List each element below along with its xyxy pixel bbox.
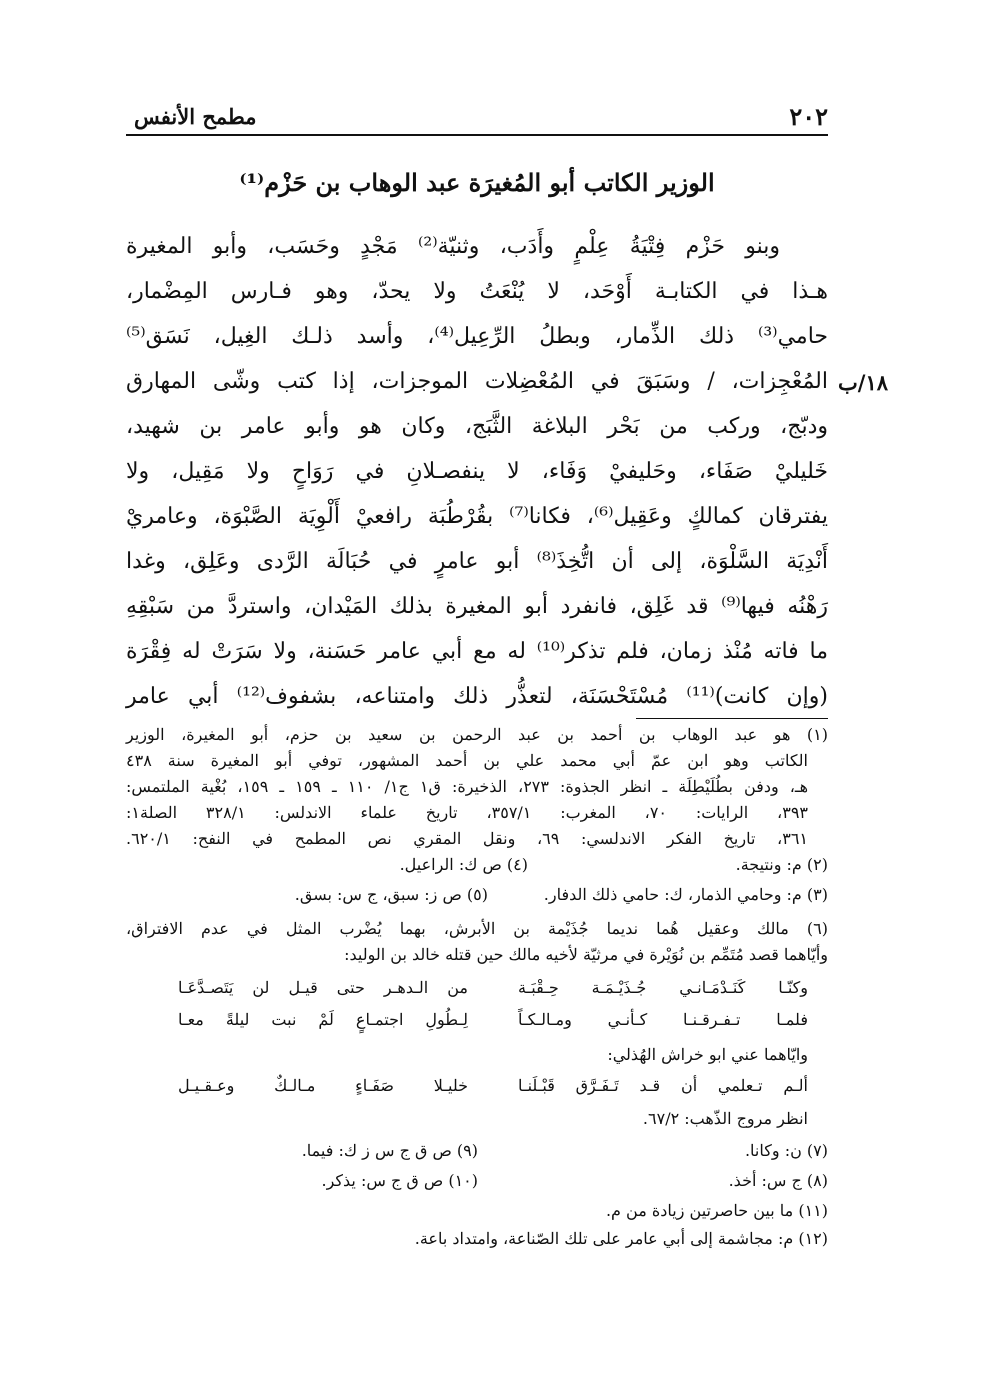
footnote-line: ٣٦١، تاريخ الفكر الاندلسي: ٦٩، ونقل المقري نص المطمح في النفح: ٦٢٠/١. — [126, 829, 808, 848]
body-line: يفترقان كمالكٍ وعَقِيل⁽⁶⁾، فكانا⁽⁷⁾ بقُرْطُبَة رافعيْ أَلْوِيَة الصَّبْوَة، وعامريْ — [126, 504, 828, 529]
verse-hemistich: لِـطُولِ اجتمـاعٍ لَمْ نبت ليلةً معـا — [178, 1010, 468, 1029]
verse-hemistich: فلمـا تـفـرقـنـا كـأنـي ومـالـكـاً — [518, 1010, 808, 1029]
footnote-line: الكاتب وهو ابن عمّ أبي محمد علي بن أحمد المشهور، توفي أبو المغيرة سنة ٤٣٨ — [126, 751, 808, 770]
footnote-line: (٣) م: وحامي الذمار، ك: حامي ذلك الدفار. — [543, 885, 828, 904]
body-line: ما فاته مُنْذ زمان، فلم تذكر⁽¹⁰⁾ له مع أبي عامر حَسَنة، ولا سَرَتْ له فِقْرَة — [126, 639, 829, 664]
footnote-line: (١٠) ص ق ج س: يذكر. — [321, 1171, 478, 1190]
footnote-line: (٧) ن: وكانا. — [744, 1141, 828, 1160]
footnote-line: هـ، ودفن بطُلَيْطِلَة ـ انظر الجذوة: ٢٧٣، الذخيرة: ق١ ج١/ ١١٠ ـ ١٥٩ ـ ١٥٩، بُغْية الملتمس: — [126, 777, 809, 796]
footnote-line: (٤) ص ك: الراعيل. — [399, 855, 528, 874]
footnote-line: وايّاهما عني ابو خراش الهُذلي: — [607, 1045, 808, 1064]
body-line: المُعْجِزات، / وسَبَقَ في المُعْضِلات الموجزات، إذا كتب وشّى المهارق — [126, 369, 828, 394]
footnote-line: انظر مروج الذّهب: ٦٧/٢. — [642, 1109, 808, 1128]
footnote-line: ٣٩٣، الرايات: ٧٠، المغرب: ٣٥٧/١، تاريخ علماء الاندلس: ٣٢٨/١ الصلة١: — [126, 803, 809, 822]
footnote-line: (١) هو عبد الوهاب بن أحمد بن عبد الرحمن بن سعيد بن حزم، أبو المغيرة، الوزير — [126, 725, 828, 744]
footnote-rule — [636, 718, 828, 719]
header-rule — [126, 134, 828, 136]
running-header — [126, 98, 828, 134]
body-line: هـذا في الكتابـة أَوْحَد، لا يُنْعَتُ ولا يحدّ، وهو فـارس المِضْمار، — [126, 279, 828, 304]
footnote-line: (١٢) م: مجاشمة إلى أبي عامر على تلك الصّناعة، وامتداد باعة. — [414, 1229, 828, 1248]
footnote-line: (٢) م: ونتيجة. — [735, 855, 828, 874]
verse-hemistich: خليـلا صَفَـاءٍ مـالـكٌ وعـقـيـل — [178, 1076, 468, 1095]
body-line: حامي⁽³⁾ ذلك الذِّمار، وبطلُ الرِّعِيل⁽⁴⁾، وأسد ذلـك الغِيل، نَسَق⁽⁵⁾ — [126, 324, 828, 349]
section-title: الوزير الكاتب أبو المُغيرَة عبد الوهاب بن حَزْم⁽¹⁾ — [239, 168, 715, 197]
footnote-line: (١١) ما بين حاصرتين زيادة من م. — [605, 1201, 828, 1220]
footnote-line: (٨) ج س: أخذ. — [728, 1171, 828, 1190]
footnote-line: (٩) ص ق ج س ز ك: فيما. — [301, 1141, 478, 1160]
body-line: ودبّج، وركب من بَحْر البلاغة الثَّبَج، وكان هو وأبو عامر بن شهيد، — [126, 414, 828, 439]
body-line: أَنْدِيَة السَّلْوَة، إلى أن اتُّخِذَ⁽⁸⁾ أبو عامرٍ في حُبَالَة الرَّدى وعَلِق، وغدا — [126, 549, 829, 574]
page-number: ٢٠٢ — [789, 102, 828, 131]
body-line: خَليليْ صَفَاء، وحَليفيْ وَفَاء، لا ينفصـلانِ في رَوَاحٍ ولا مَقِيل، ولا — [126, 459, 828, 484]
body-line: وبنو حَزْم فِتْيَةُ عِلْمٍ وأَدَب، وثنيّة⁽²⁾ مَجْدٍ وحَسَب، وأبو المغيرة — [126, 234, 780, 259]
footnote-line: (٥) ص ز: سبق، ج س: بسق. — [294, 885, 488, 904]
margin-folio-note: ١٨/ب — [838, 370, 889, 395]
footnote-line: (٦) مالك وعقيل هُما نديما جُذَيْمة بن الأبرش، بهما يُضْرب المثل في عدم الافتراق، — [126, 919, 829, 938]
verse-hemistich: وكنّـا كَنَـدْمَـانـي جُـذَيْـمَـة حِـقْبَـة — [518, 978, 808, 997]
verse-hemistich: من الـدهـر حتى قيـل لن يَتَصـدَّعَـا — [178, 978, 468, 997]
footnote-line: وأيّاهما قصد مُتَمِّم بن نُوَيْرة في مرثيّة لأخيه مالك حين قتله خالد بن الوليد: — [344, 945, 828, 964]
verse-hemistich: ألـم تـعلمي أن قـد تَـفَـرَّق قَبْـلَنـا — [518, 1076, 808, 1095]
body-line: (وإن كانت)⁽¹¹⁾ مُسْتَحْسَنَة، لتعذُّر ذلك وامتناعه، بشفوف⁽¹²⁾ أبي عامر — [126, 684, 828, 709]
body-line: رَهْنُه فيها⁽⁹⁾ قد غَلِق، فانفرد أبو المغيرة بذلك المَيْدان، واستردَّ من سَبْقِهِ — [126, 594, 828, 619]
running-title: مطمح الأنفس — [134, 104, 257, 129]
